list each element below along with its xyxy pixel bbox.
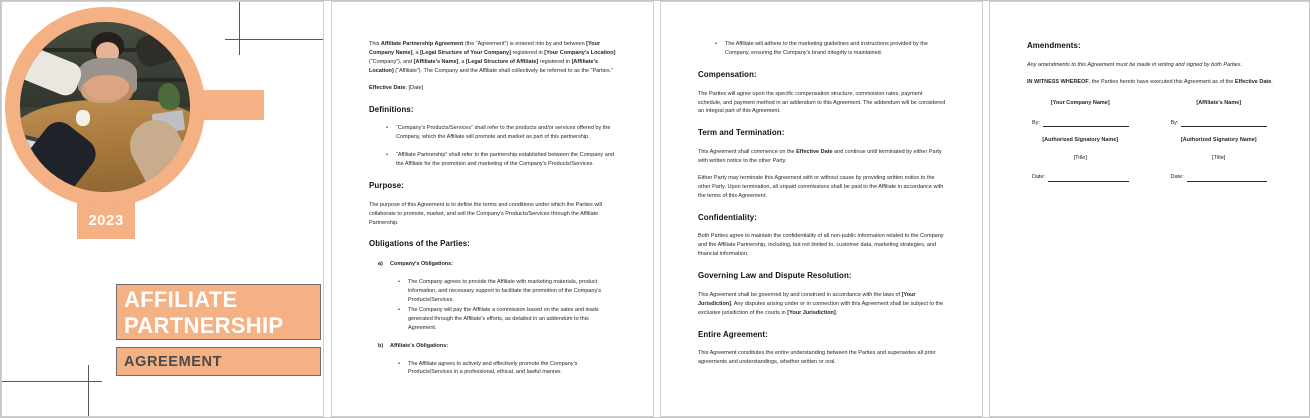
text-segment: Effective Date [369, 84, 406, 91]
photo-plant [158, 83, 180, 110]
signature-line [1181, 121, 1267, 127]
bullet-marker: • [715, 41, 717, 47]
text-segment: The Company agrees to provide the Affiliate with marketing materials, product information, and necessary support to facilitate the promotion of the Company’s Products/Services. [408, 279, 602, 303]
page-3 [660, 1, 983, 417]
text-segment: The Company will pay the Affiliate a commission based on the sales and leads generated through the Affiliate’s efforts, as detailed in an addendum to this Agreement. [408, 306, 599, 331]
paragraph [698, 349, 946, 367]
signature-party-name: [Your Company Name] [1050, 99, 1110, 106]
text-segment: IN WITNESS WHEREOF [1027, 78, 1089, 85]
signature-by-row [1171, 119, 1268, 128]
signature-date-row [1032, 173, 1129, 182]
year-badge [77, 202, 135, 239]
cover-subtitle: AGREEMENT [124, 353, 223, 370]
section-heading: Amendments: [1027, 41, 1081, 50]
section-heading: Compensation: [698, 69, 757, 79]
page-4-content [990, 2, 1310, 191]
text-segment: (the “Agreement”) is entered into by and between [463, 41, 587, 47]
bullet-text [408, 361, 577, 376]
date-label: Date: [1170, 174, 1184, 181]
text-segment: registered in [510, 49, 545, 56]
lettered-item [369, 260, 617, 269]
accent-tab-shape [197, 90, 264, 120]
paragraph [698, 90, 946, 117]
page-1-cover [1, 1, 324, 417]
paragraph [698, 291, 946, 318]
bullet-marker: • [386, 152, 388, 159]
paragraph [698, 148, 946, 166]
bullet-marker: • [398, 279, 400, 286]
text-segment: This [369, 41, 381, 47]
bullet-marker: • [386, 125, 388, 132]
page-2 [331, 1, 654, 417]
signatory-title: [Title] [1212, 155, 1226, 162]
by-label: By: [1170, 119, 1179, 126]
date-label: Date: [1032, 174, 1046, 181]
bullet-text [396, 125, 610, 140]
paragraph [369, 201, 617, 228]
crosshair-line [88, 365, 89, 417]
bullet-text [408, 307, 599, 331]
signature-line [1048, 176, 1128, 182]
text-segment: (“Affiliate”). The Company and the Affiliate shall collectively be referred to as the “Parties.” [393, 67, 613, 74]
bullet-item [698, 40, 946, 58]
text-segment: “Company’s Products/Services” shall refer to the products and/or services offered by the Company, which the Affiliate will promote and market as part of this partnership. [396, 125, 611, 141]
crosshair-line [2, 381, 102, 382]
text-segment: and continue until terminated by either Party with written notice to the other Party. [698, 149, 942, 165]
text-segment: The Affiliate will adhere to the marketing guidelines and instructions provided by the Company, ensuring the Company’s brand integrity is maintained. [725, 41, 928, 56]
text-segment: [Your Jurisdiction] [787, 309, 836, 316]
text-segment: , a [412, 49, 421, 56]
bullet-item [369, 306, 617, 333]
photo-stacked-hands [85, 75, 129, 101]
text-segment: . Any disputes arising under or in connection with this Agreement shall be subject to the exclusive jurisdiction of the courts in [698, 300, 944, 316]
signatory-title: [Title] [1073, 155, 1087, 162]
lettered-item-label: b) [378, 342, 384, 349]
text-segment: This Agreement shall commence on the [698, 149, 797, 156]
signature-block [1027, 99, 1275, 192]
text-segment: , the Parties hereto have executed this Agreement as of the [1088, 78, 1235, 85]
signature-date-row [1171, 173, 1268, 182]
bullet-text [725, 41, 928, 56]
text-segment: , a [458, 58, 467, 65]
section-heading: Definitions: [369, 104, 414, 114]
section-heading: Term and Termination: [698, 128, 785, 138]
text-segment: Company’s Obligations: [390, 261, 454, 268]
text-segment: [Legal Structure of Affiliate] [466, 58, 539, 65]
text-segment: “Affiliate Partnership” shall refer to the partnership established between the Company and the Affiliate for the promotion and marketing of the Company’s Products/Services. [396, 152, 614, 168]
section-heading: Entire Agreement: [698, 329, 768, 339]
lettered-item [369, 342, 617, 351]
text-segment: The purpose of this Agreement is to define the terms and conditions under which the Parties will collaborate to promote, market, and sell the Company’s Products/Services through the Affiliate Partnership. [369, 201, 602, 226]
cover-photo [20, 22, 190, 192]
section-heading: Governing Law and Dispute Resolution: [698, 271, 852, 281]
text-segment: This Agreement shall be governed by and construed in accordance with the laws of [698, 291, 902, 298]
lettered-item-text [390, 261, 453, 267]
text-segment: This Agreement constitutes the entire understanding between the Parties and supersedes all prior agreements and understandings, whether written or oral. [698, 350, 936, 366]
crosshair-line [239, 2, 240, 55]
text-segment: Affiliate Partnership Agreement [380, 41, 464, 47]
paragraph [698, 174, 946, 201]
text-segment: [Legal Structure of Your Company] [420, 49, 511, 56]
paragraph [1027, 61, 1275, 70]
cover-subtitle-box [116, 347, 321, 376]
text-segment: The Affiliate agrees to actively and effectively promote the Company’s Products/Services in a professional, ethical, and lawful manner. [408, 360, 578, 376]
text-segment: registered in [538, 58, 572, 65]
paragraph [369, 40, 617, 76]
bullet-marker: • [398, 360, 400, 367]
text-segment: Either Party may terminate this Agreement with or without cause by providing written notice to the other Party. Upon termination, all unpaid commissions shall be paid to the Affiliate in accordance with the terms of this Agreement. [698, 174, 944, 199]
text-segment: Both Parties agree to maintain the confidentiality of all non-public information related to the Company and the Affiliate Partnership, including, but not limited to, customer data, marketing strategies, and financial information. [698, 233, 944, 258]
authorized-signatory-name: [Authorized Signatory Name] [1180, 137, 1257, 144]
bullet-text [408, 279, 601, 303]
signature-party-name: [Affiliate’s Name] [1196, 99, 1242, 106]
signature-line [1187, 176, 1267, 182]
text-segment: Any amendments to this Agreement must be made in writing and signed by both Parties. [1027, 61, 1243, 68]
paragraph [369, 84, 617, 93]
page-3-content [661, 2, 982, 367]
page-2-content [332, 2, 653, 377]
bullet-item [369, 360, 617, 378]
cover-photo-ring [5, 7, 205, 207]
bullet-item [369, 278, 617, 305]
photo-cup [76, 110, 90, 125]
signature-column [1027, 99, 1155, 192]
text-segment: Effective Date [1234, 78, 1272, 85]
text-segment: Affiliate’s Obligations: [390, 342, 449, 349]
text-segment: [Your Company’s Location] [544, 49, 616, 56]
text-segment: [Affiliate’s Location] [369, 58, 598, 74]
cover-title-box [116, 284, 321, 340]
bullet-item [369, 124, 617, 142]
authorized-signatory-name: [Authorized Signatory Name] [1042, 137, 1119, 144]
signature-by-row [1032, 119, 1129, 128]
page-4 [989, 1, 1310, 417]
crosshair-line [225, 39, 323, 40]
cover-title: AFFILIATE PARTNERSHIP [124, 287, 284, 338]
year-label: 2023 [88, 212, 124, 229]
text-segment: (“Company”), and [369, 58, 414, 65]
section-heading: Confidentiality: [698, 212, 758, 222]
text-segment: The Parties will agree upon the specific compensation structure, commission rates, payment schedule, and payment method in an addendum to this Agreement. The addendum will be considered an integral part of this Agreement. [698, 90, 946, 115]
paragraph [698, 232, 946, 259]
text-segment: [Affiliate’s Name] [413, 58, 459, 65]
bullet-item [369, 151, 617, 169]
section-heading: Purpose: [369, 180, 404, 190]
paragraph [1027, 78, 1275, 87]
section-heading: Obligations of the Parties: [369, 239, 470, 249]
text-segment: [Your Jurisdiction] [698, 291, 916, 307]
text-segment: Effective Date [796, 149, 833, 156]
lettered-item-label: a) [378, 261, 383, 268]
text-segment: : [Date] [405, 84, 424, 91]
text-segment: [Your Company Name] [369, 41, 601, 56]
bullet-text [396, 152, 614, 167]
bullet-marker: • [398, 306, 400, 313]
lettered-item-text [390, 343, 448, 349]
signature-line [1043, 121, 1129, 127]
by-label: By: [1032, 119, 1040, 126]
text-segment: . [1271, 78, 1273, 85]
signature-column [1155, 99, 1276, 192]
text-segment: . [835, 309, 838, 316]
